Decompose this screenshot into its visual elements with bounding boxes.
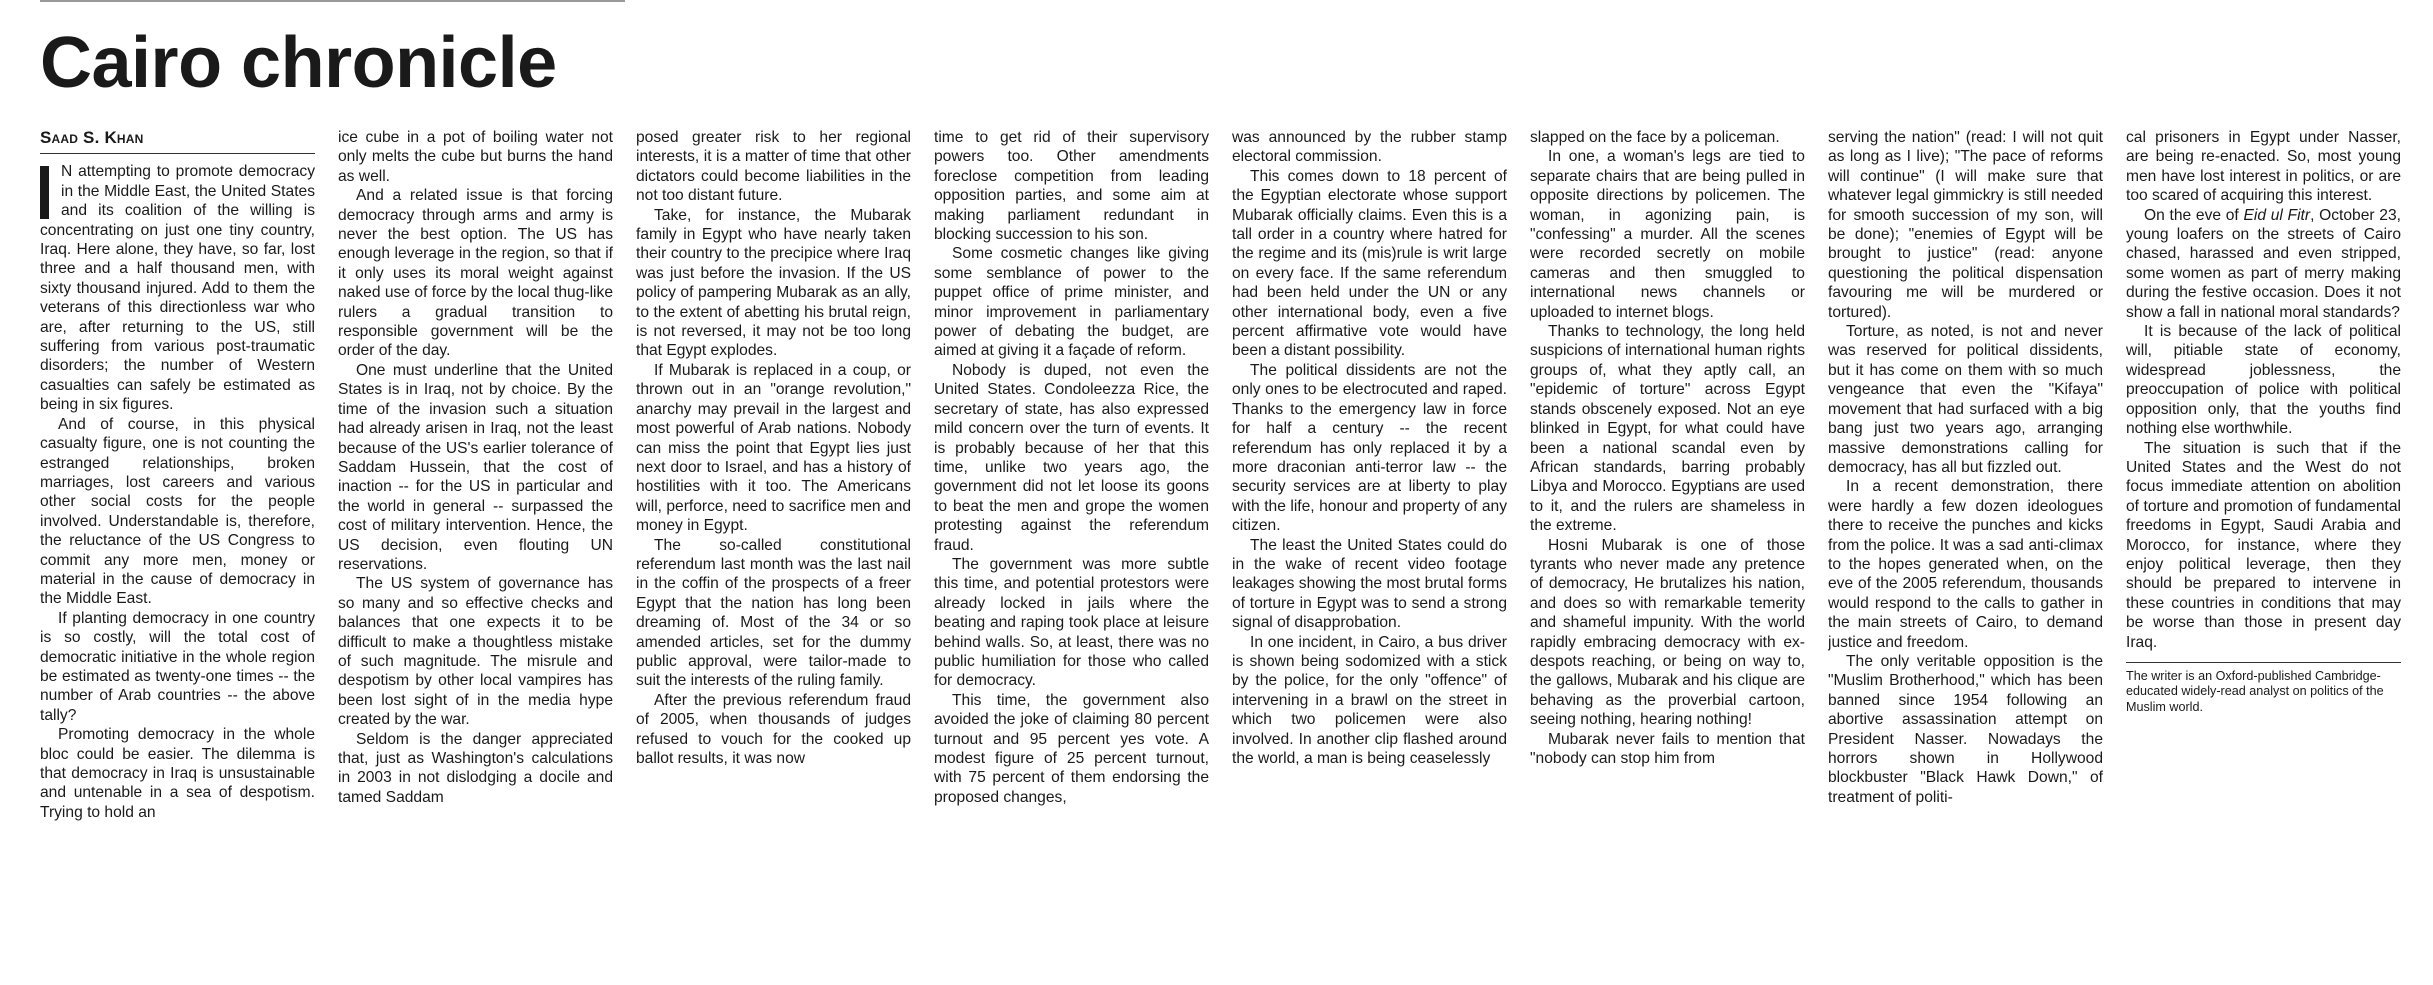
paragraph: was announced by the rubber stamp electoral commission. <box>1232 129 1507 166</box>
column-6 <box>1530 128 1805 960</box>
paragraph: One must underline that the United States is in Iraq, not by choice. By the time of the invasion such a situation had already arisen in Iraq, not the least because of the US's earlier tolerance of Saddam Hussein, that the cost of inaction -- for the US in particular and the world in general -- surpassed the cost of military intervention. Hence, the US decision, even flouting UN reservations. <box>338 361 613 573</box>
paragraph: Thanks to technology, the long held suspicions of international human rights groups of, what they aptly call, an "epidemic of torture" across Egypt stands obscenely exposed. Not an eye blinked in Egypt, for what could have been a national scandal even by African standards, barring probably Libya and Morocco. Egyptians are used to it, and the rulers are shameless in the extreme. <box>1530 323 1805 535</box>
paragraph: And of course, in this physical casualty figure, one is not counting the estranged relationships, broken marriages, lost careers and various other social costs for the people involved. Understandable is, therefore, the reluctance of the US Congress to commit any more men, money or material in the cause of democracy in the Middle East. <box>40 415 315 608</box>
eid-ul-fitr-italic: Eid ul Fitr <box>2243 206 2311 224</box>
paragraph: Some cosmetic changes like giving some semblance of power to the puppet office of prime minister, and minor improvement in parliamentary power of debating the budget, are aimed at giving it a façade of reform. <box>934 245 1209 360</box>
paragraph: After the previous referendum fraud of 2005, when thousands of judges refused to vouch for the cooked up ballot results, it was now <box>636 691 911 767</box>
dropcap <box>40 166 49 219</box>
headline: Cairo chronicle <box>40 23 557 103</box>
paragraph <box>2126 206 2401 322</box>
paragraph: The US system of governance has so many and so effective checks and balances that one expects it to be difficult to make a thoughtless mistake of such magnitude. The misrule and despotism by other local vampires has been lost sight of in the media hype created by the war. <box>338 575 613 729</box>
paragraph: Take, for instance, the Mubarak family in Egypt who have nearly taken their country to the precipice where Iraq was just before the invasion. If the US policy of pampering Mubarak as an ally, to the extent of abetting his brutal reign, is not reversed, it may not be too long that Egypt explodes. <box>636 206 911 360</box>
top-rule <box>40 0 625 2</box>
article-columns <box>40 128 2406 960</box>
column-1 <box>40 128 315 960</box>
paragraph: Hosni Mubarak is one of those tyrants who never made any pretence of democracy, He brutalizes his nation, and does so with remarkable temerity and shameful impunity. With the world rapidly embracing democracy with ex-despots reaching, or being on way to, the gallows, Mubarak and his clique are behaving as the proverbial cartoon, seeing nothing, hearing nothing! <box>1530 536 1805 729</box>
column-3 <box>636 128 911 960</box>
paragraph: posed greater risk to her regional interests, it is a matter of time that other dictators could become liabilities in the not too distant future. <box>636 129 911 205</box>
paragraph: The only veritable opposition is the "Muslim Brotherhood," which has been banned since 1954 following an abortive assassination attempt on President Nasser. Nowadays the horrors shown in Hollywood blockbuster "Black Hawk Down," of treatment of politi- <box>1828 652 2103 806</box>
paragraph: Promoting democracy in the whole bloc could be easier. The dilemma is that democracy in Iraq is unsustainable and untenable in a sea of despotism. Trying to hold an <box>40 726 315 821</box>
column-2 <box>338 128 613 960</box>
paragraph: Nobody is duped, not even the United States. Condoleezza Rice, the secretary of state, has also expressed mild concern over the turn of events. It is probably because of her that this time, unlike two years ago, the government did not let loose its goons to beat the men and grope the women protesting against the referendum fraud. <box>934 361 1209 554</box>
paragraph: In one, a woman's legs are tied to separate chairs that are being pulled in opposite directions by policemen. The woman, in agonizing pain, is "confessing" a murder. All the scenes were recorded secretly on mobile cameras and then smuggled to international news channels or uploaded to internet blogs. <box>1530 148 1805 321</box>
paragraph: It is because of the lack of political will, pitiable state of economy, widespread joblessness, the preoccupation of police with political opposition only, that the youths find nothing else worthwhile. <box>2126 323 2401 438</box>
paragraph: N attempting to promote democracy in the Middle East, the United States and its coalition of the willing is concentrating on just one tiny country, Iraq. Here alone, they have, so far, lost three and a half thousand men, with sixty thousand injured. Add to them the veterans of this directionless war who are, after returning to the US, still suffering from various post-traumatic disorders; the number of Western casualties can safely be estimated as being in six figures. <box>40 163 315 414</box>
paragraph: Seldom is the danger appreciated that, just as Washington's calculations in 2003 in not dislodging a docile and tamed Saddam <box>338 730 613 806</box>
paragraph: This time, the government also avoided the joke of claiming 80 percent turnout and 95 percent yes vote. A modest figure of 25 percent turnout, with 75 percent of them endorsing the proposed changes, <box>934 691 1209 806</box>
paragraph: time to get rid of their supervisory powers too. Other amendments foreclose competition from leading opposition parties, and some aim at making parliament redundant in blocking succession to his son. <box>934 129 1209 244</box>
byline: Saad S. Khan <box>40 128 315 154</box>
paragraph: Torture, as noted, is not and never was reserved for political dissidents, but it has come on them with so much vengeance that even the "Kifaya" movement that had surfaced with a big bang just two years ago, arranging massive demonstrations calling for democracy, has all but fizzled out. <box>1828 323 2103 476</box>
paragraph-rest: , October 23, young loafers on the streets of Cairo chased, harassed and even stripped, some women as part of merry making during the festive occasion. Does it not show a fall in national moral standards? <box>2126 206 2401 321</box>
paragraph: If Mubarak is replaced in a coup, or thrown out in an "orange revolution," anarchy may prevail in the largest and most powerful of Arab nations. Nobody can miss the point that Egypt lies just next door to Israel, and has a history of hostilities with it too. The Americans will, perforce, need to sacrifice men and money in Egypt. <box>636 361 911 535</box>
paragraph: The so-called constitutional referendum last month was the last nail in the coffin of the prospects of a freer Egypt that the nation has long been dreaming of. Most of the 34 or so amended articles, set for the dummy public approval, were tailor-made to suit the interests of the ruling family. <box>636 536 911 690</box>
column-4 <box>934 128 1209 960</box>
paragraph-prefix: On the eve of <box>2144 206 2244 224</box>
paragraph: The political dissidents are not the only ones to be electrocuted and raped. Thanks to the emergency law in force for half a century -- the recent referendum has only replaced it by a more draconian anti-terror law -- the security services are at liberty to play with the life, honour and property of any citizen. <box>1232 361 1507 535</box>
column-7 <box>1828 128 2103 960</box>
paragraph: In one incident, in Cairo, a bus driver is shown being sodomized with a stick by the police, for the only "offence" of intervening in a brawl on the street in which two policemen were also involved. In another clip flashed around the world, a man is being ceaselessly <box>1232 633 1507 767</box>
paragraph: cal prisoners in Egypt under Nasser, are being re-enacted. So, most young men have lost interest in politics, or are too scared of acquiring this interest. <box>2126 129 2401 205</box>
paragraph: slapped on the face by a policeman. <box>1530 129 1780 146</box>
paragraph: And a related issue is that forcing democracy through arms and army is never the best option. The US has enough leverage in the region, so that if it only uses its moral weight against naked use of force by the local thug-like rulers a gradual transition to responsible government will be the order of the day. <box>338 187 613 360</box>
paragraph: This comes down to 18 percent of the Egyptian electorate whose support Mubarak officially claims. Even this is a tall order in a country where hatred for the regime and its (mis)rule is writ large on every face. If the same referendum had been held under the UN or any other international body, even a five percent affirmative vote would have been a distant possibility. <box>1232 167 1507 360</box>
paragraph: ice cube in a pot of boiling water not only melts the cube but burns the hand as well. <box>338 129 613 185</box>
paragraph: Mubarak never fails to mention that "nobody can stop him from <box>1530 730 1805 767</box>
column-5 <box>1232 128 1507 960</box>
paragraph: serving the nation" (read: I will not quit as long as I live); "The pace of reforms will continue" (I will make sure that whatever legal gimmickry is still needed for smooth succession of my son, will be done); "enemies of Egypt will be brought to justice" (read: anyone questioning the political dispensation favouring me will be murdered or tortured). <box>1828 129 2103 321</box>
paragraph: If planting democracy in one country is so costly, will the total cost of democratic initiative in the whole region be estimated as twenty-one times -- the number of Arab countries -- the above tally? <box>40 609 315 724</box>
paragraph: The government was more subtle this time, and potential protestors were already locked in jails where the beating and raping took place at leisure behind walls. So, at least, there was no public humiliation for those who called for democracy. <box>934 555 1209 690</box>
paragraph: In a recent demonstration, there were hardly a few dozen ideologues there to receive the punches and kicks from the police. It was a sad anti-climax to the hopes generated when, on the eve of the 2005 referendum, thousands would respond to the calls to gather in the main streets of Cairo, to demand justice and freedom. <box>1828 478 2103 651</box>
author-note-rule <box>2126 662 2401 715</box>
author-note: The writer is an Oxford-published Cambridge-educated widely-read analyst on politics of the Muslim world. <box>2126 668 2384 714</box>
column-8 <box>2126 128 2401 960</box>
paragraph: The least the United States could do in the wake of recent video footage leakages showing the most brutal forms of torture in Egypt was to send a strong signal of disapprobation. <box>1232 536 1507 632</box>
paragraph: The situation is such that if the United States and the West do not focus immediate attention on abolition of torture and promotion of fundamental freedoms in Egypt, Saudi Arabia and Morocco, for instance, where they enjoy political leverage, then they should be prepared to intervene in these countries in conditions that may be worse than those in present day Iraq. <box>2126 439 2401 651</box>
